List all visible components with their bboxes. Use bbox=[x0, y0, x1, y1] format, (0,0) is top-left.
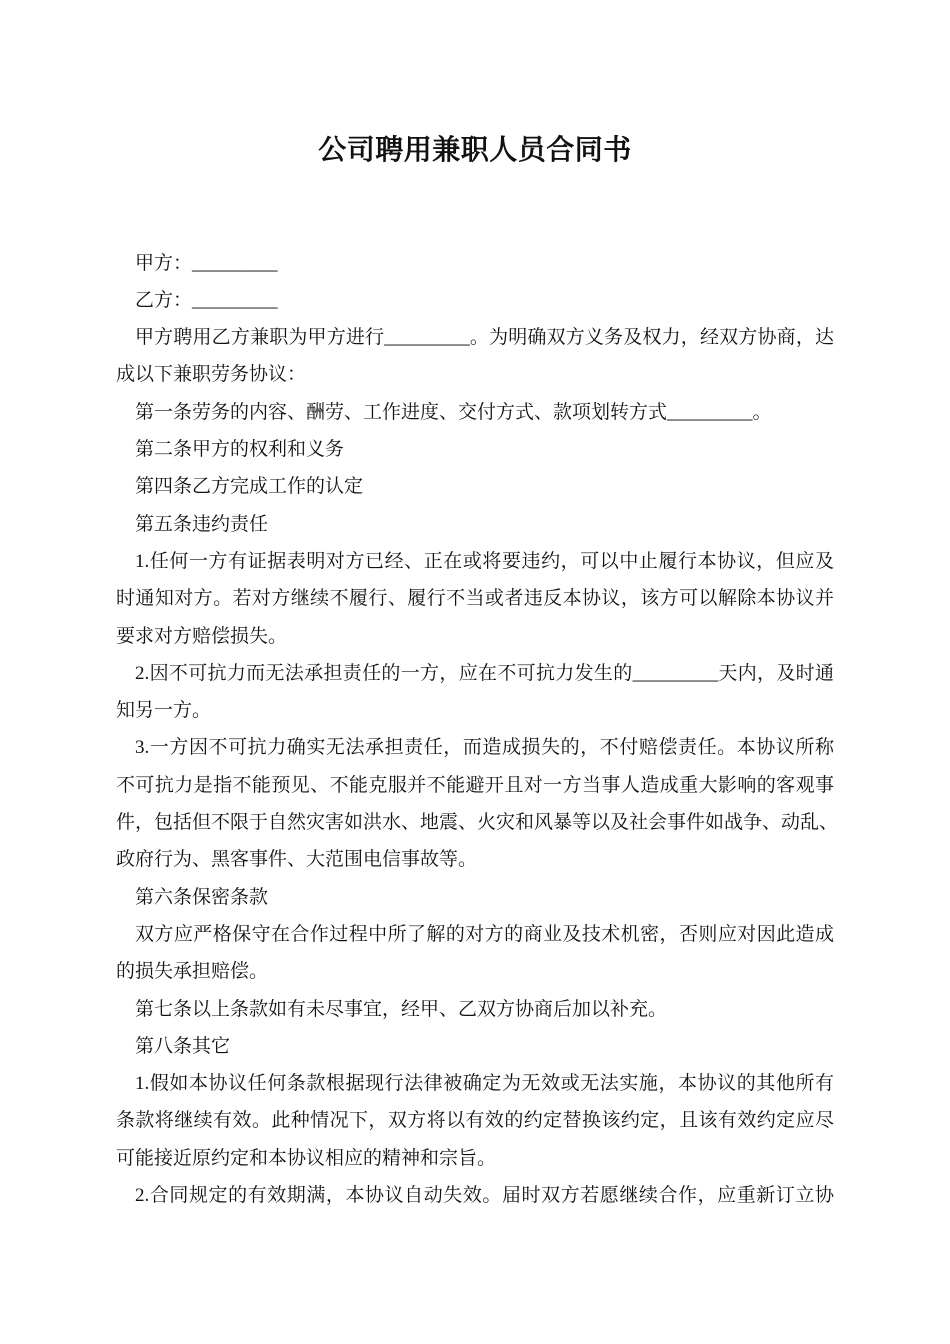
article-5-clause-3 bbox=[116, 729, 839, 878]
paragraph-line: 甲方聘用乙方兼职为甲方进行_________。为明确双方义务及权力，经双方协商，达 bbox=[135, 327, 834, 349]
paragraph-line: 第七条以上条款如有未尽事宜，经甲、乙双方协商后加以补充。 bbox=[135, 998, 668, 1020]
paragraph-line: 知另一方。 bbox=[116, 700, 212, 722]
paragraph-line: 双方应严格保守在合作过程中所了解的对方的商业及技术机密，否则应对因此造成 bbox=[135, 923, 834, 945]
paragraph-line: 第一条劳务的内容、酬劳、工作进度、交付方式、款项划转方式_________。 bbox=[135, 401, 772, 423]
article-4-heading bbox=[116, 468, 834, 505]
paragraph-line: 不可抗力是指不能预见、不能克服并不能避开且对一方当事人造成重大影响的客观事 bbox=[116, 774, 834, 796]
article-8-clause-2 bbox=[116, 1177, 834, 1214]
paragraph-line: 3.一方因不可抗力确实无法承担责任，而造成损失的，不付赔偿责任。本协议所称 bbox=[135, 737, 834, 759]
paragraph-line: 的损失承担赔偿。 bbox=[116, 961, 269, 983]
paragraph-line: 条款将继续有效。此种情况下，双方将以有效的约定替换该约定，且该有效约定应尽 bbox=[116, 1110, 834, 1132]
article-6-heading bbox=[116, 879, 834, 916]
article-8-clause-1 bbox=[116, 1065, 834, 1177]
article-7 bbox=[116, 991, 834, 1028]
party-a-field bbox=[116, 245, 834, 282]
article-6-body bbox=[116, 916, 834, 991]
article-8-heading bbox=[116, 1028, 834, 1065]
article-5-clause-1 bbox=[116, 543, 834, 655]
paragraph-line: 第四条乙方完成工作的认定 bbox=[135, 476, 364, 498]
paragraph-line: 政府行为、黑客事件、大范围电信事故等。 bbox=[116, 849, 478, 871]
party-b-field bbox=[116, 282, 834, 319]
paragraph-line: 1.任何一方有证据表明对方已经、正在或将要违约，可以中止履行本协议，但应及 bbox=[135, 550, 834, 572]
paragraph-line: 件，包括但不限于自然灾害如洪水、地震、火灾和风暴等以及社会事件如战争、动乱、 bbox=[116, 812, 839, 834]
article-1 bbox=[116, 394, 834, 431]
paragraph-line: 甲方：_________ bbox=[135, 252, 278, 274]
paragraph-line: 第六条保密条款 bbox=[135, 886, 269, 908]
paragraph-line: 第五条违约责任 bbox=[135, 513, 269, 535]
document-body bbox=[116, 245, 839, 1215]
paragraph-line: 2.因不可抗力而无法承担责任的一方，应在不可抗力发生的_________天内，及时通 bbox=[135, 662, 834, 684]
article-2-heading bbox=[116, 431, 834, 468]
intro-paragraph bbox=[116, 319, 834, 394]
paragraph-line: 2.合同规定的有效期满，本协议自动失效。届时双方若愿继续合作，应重新订立协 bbox=[135, 1185, 834, 1207]
paragraph-line: 第八条其它 bbox=[135, 1035, 231, 1057]
paragraph-line: 1.假如本协议任何条款根据现行法律被确定为无效或无法实施，本协议的其他所有 bbox=[135, 1073, 834, 1095]
paragraph-line: 第二条甲方的权利和义务 bbox=[135, 439, 345, 461]
paragraph-line: 可能接近原约定和本协议相应的精神和宗旨。 bbox=[116, 1147, 497, 1169]
article-5-heading bbox=[116, 506, 834, 543]
paragraph-line: 成以下兼职劳务协议： bbox=[116, 364, 307, 386]
paragraph-line: 乙方：_________ bbox=[135, 289, 278, 311]
article-5-clause-2 bbox=[116, 655, 834, 730]
paragraph-line: 要求对方赔偿损失。 bbox=[116, 625, 288, 647]
paragraph-line: 时通知对方。若对方继续不履行、履行不当或者违反本协议，该方可以解除本协议并 bbox=[116, 588, 834, 610]
document-title: 公司聘用兼职人员合同书 bbox=[318, 133, 632, 166]
